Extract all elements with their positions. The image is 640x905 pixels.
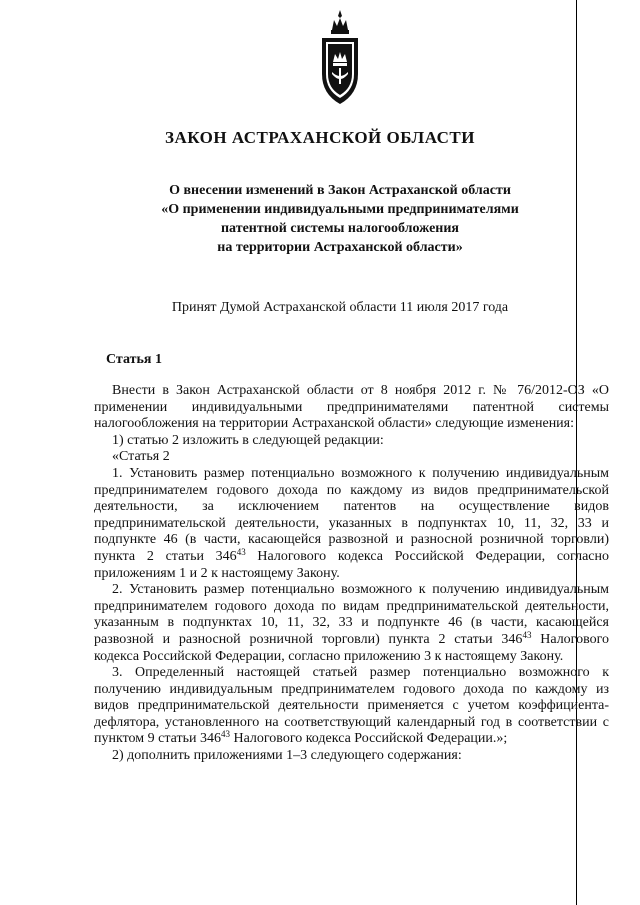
article-superscript: 43: [522, 629, 532, 640]
paragraph-text: Налогового кодекса Российской Федерации, согласно приложению 3 к настоящему Закону.: [94, 631, 609, 664]
article-superscript: 43: [236, 546, 246, 557]
law-subtitle: [100, 181, 580, 257]
adoption-date: Принят Думой Астраханской области 11 июля 2017 года: [171, 300, 509, 315]
paragraph: 1) статью 2 изложить в следующей редакции:: [112, 432, 384, 448]
article-heading: Статья 1: [106, 352, 162, 367]
subtitle-line: О внесении изменений в Закон Астраханской области: [169, 183, 511, 198]
paragraph-text: 2. Установить размер потенциально возможного к получению индивидуальным предпринимателем годового дохода по видам предпринимательской деятельности, указанным в подпунктах 10, 11, 32, 33 и подпункте 46 (в части, касающейся развозной и разносной розничной торговли) пункта 2 статьи 346: [94, 582, 609, 647]
paragraph: Внести в Закон Астраханской области от 8 ноября 2012 г. № 76/2012-ОЗ «О применении индивидуальными предпринимателями патентной системы налогообложения на территории Астраханской области» следующие изменения:: [94, 383, 609, 432]
paragraph: «Статья 2: [112, 449, 170, 465]
paragraph: [94, 466, 609, 582]
subtitle-line: на территории Астраханской области»: [217, 240, 463, 255]
paragraph: [94, 665, 609, 748]
article-superscript: 43: [220, 729, 230, 740]
paragraph: [94, 582, 609, 665]
coat-of-arms-emblem-icon: [318, 8, 362, 108]
paragraph-text: Налогового кодекса Российской Федерации.»;: [229, 731, 508, 747]
article-body: [94, 383, 609, 765]
paragraph-text: 3. Определенный настоящей статьей размер потенциально возможного к получению индивидуальным предпринимателем годового дохода по каждому из видов предпринимательской деятельности применяется с учетом коэффициента-дефлятора, установленного на соответствующий календарный год в соответствии с пунктом 9 статьи 346: [94, 665, 609, 747]
paragraph-text: 1. Установить размер потенциально возможного к получению индивидуальным предпринимателем годового дохода по каждому из видов предпринимательской деятельности, за исключением патентов на осуществление видов предпринимательской деятельности, указанных в подпунктах 10, 11, 32, 33 и подпункте 46 (в части, касающейся развозной и разносной розничной торговли) пункта 2 статьи 346: [94, 465, 609, 564]
law-title: ЗАКОН АСТРАХАНСКОЙ ОБЛАСТИ: [164, 128, 475, 147]
paragraph-text: Налогового кодекса Российской Федерации, согласно приложениям 1 и 2 к настоящему Закону.: [94, 548, 609, 581]
subtitle-line: патентной системы налогообложения: [220, 221, 460, 236]
subtitle-line: «О применении индивидуальными предпринимателями: [161, 202, 519, 217]
paragraph: 2) дополнить приложениями 1–3 следующего содержания:: [112, 748, 462, 764]
